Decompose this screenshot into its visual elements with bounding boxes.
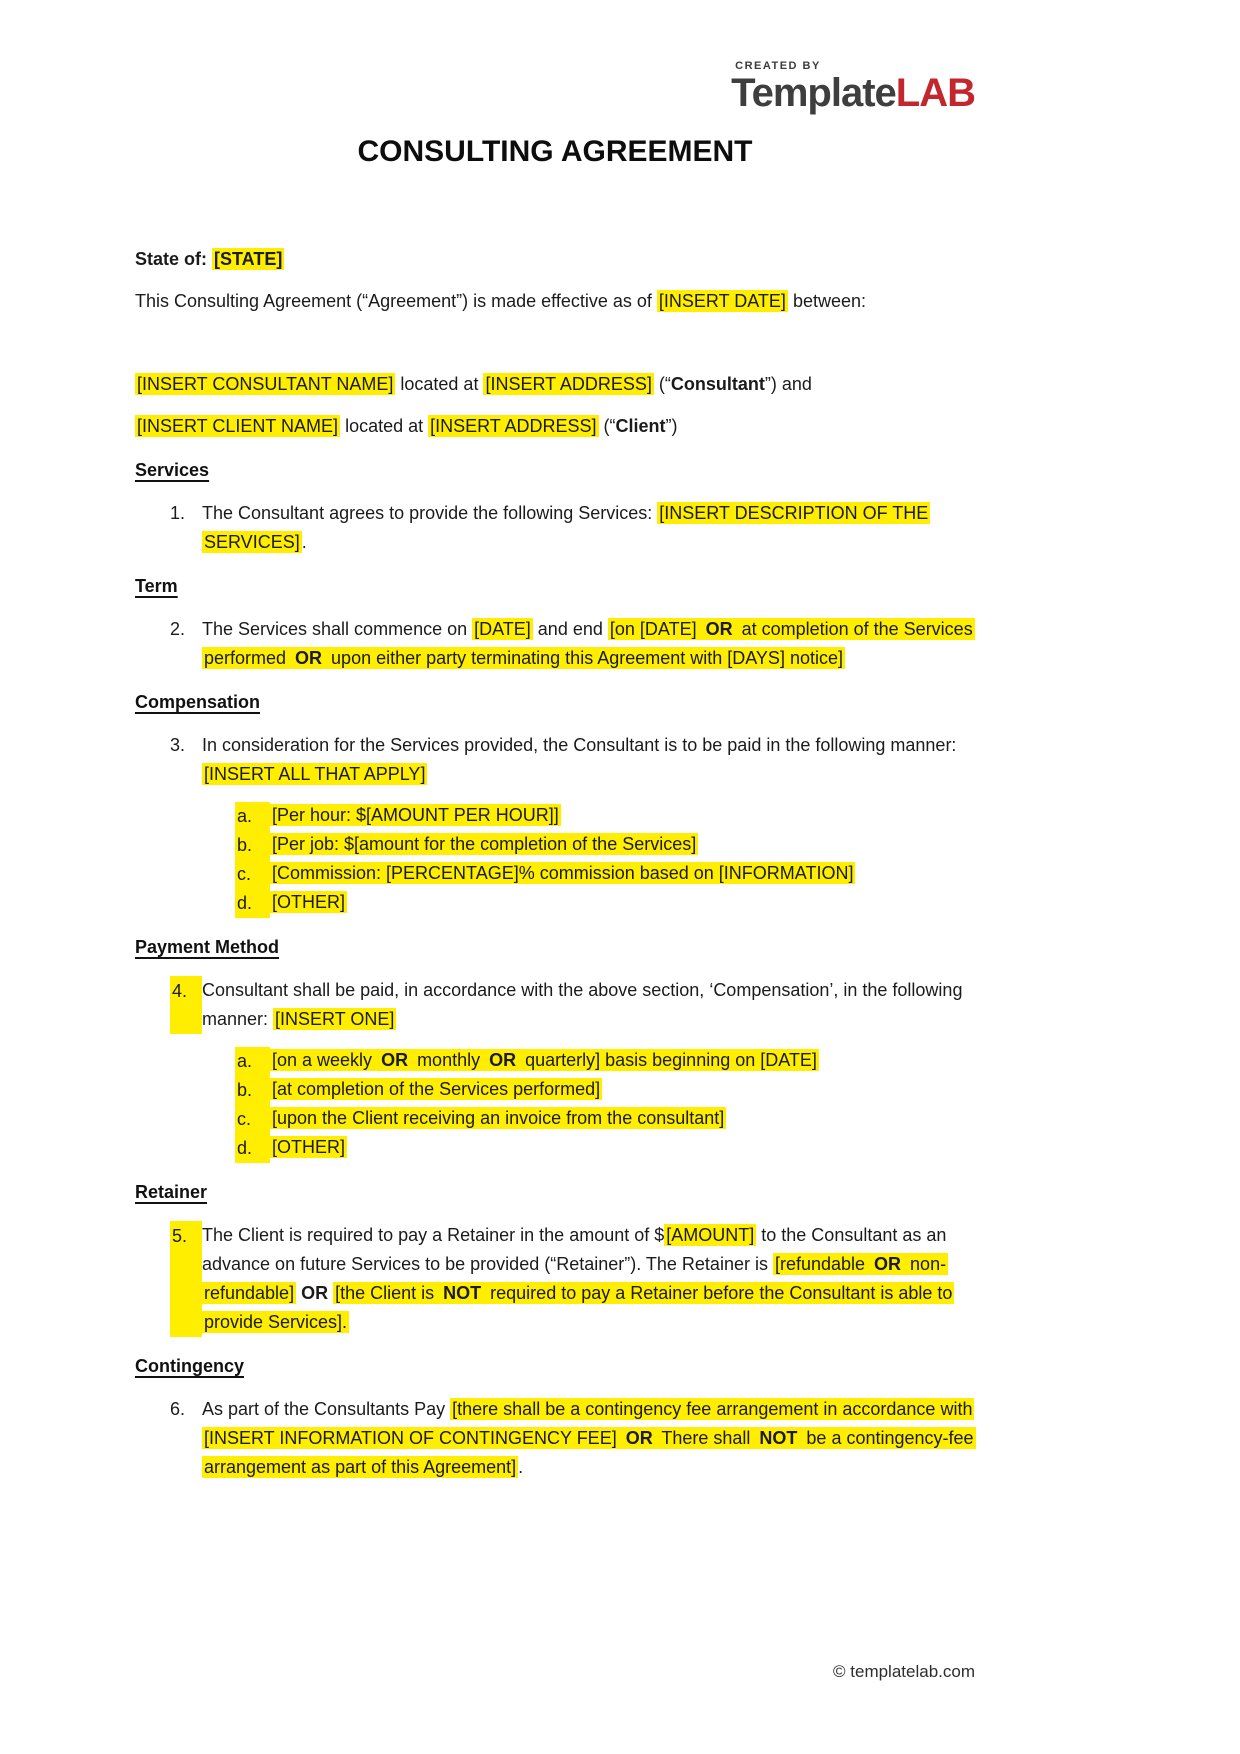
body-text: . bbox=[301, 532, 307, 552]
footer-copyright: © templatelab.com bbox=[833, 1662, 975, 1681]
list-item-text bbox=[202, 615, 975, 673]
section-heading: Retainer bbox=[135, 1182, 208, 1202]
body-text: located at bbox=[395, 374, 484, 394]
body-text: (“ bbox=[598, 416, 616, 436]
spacer bbox=[135, 329, 975, 370]
list-item-text bbox=[202, 1221, 975, 1337]
highlighted-text: required to pay a Retainer before the Consultant is able to provide Services]. bbox=[204, 1283, 953, 1332]
highlighted-text: at completion of the Services performed bbox=[204, 619, 973, 668]
highlighted-text: [INSERT ADDRESS] bbox=[430, 416, 597, 436]
highlighted-text: upon either party terminating this Agreement with [DAYS] notice] bbox=[326, 648, 843, 668]
list-item bbox=[135, 976, 975, 1034]
body-text: Client bbox=[615, 416, 666, 436]
paragraph bbox=[135, 245, 975, 274]
list-item-text bbox=[270, 831, 975, 860]
section-heading: Term bbox=[135, 576, 178, 596]
body-text: In consideration for the Services provided, the Consultant is to be paid in the following manner: bbox=[202, 735, 957, 755]
sub-list-item bbox=[135, 831, 975, 860]
page-title: CONSULTING AGREEMENT bbox=[357, 135, 753, 168]
list-item-text bbox=[202, 731, 975, 789]
list-item-text bbox=[202, 976, 975, 1034]
highlighted-text: [INSERT DATE] bbox=[658, 291, 786, 311]
highlighted-text: be a contingency-fee arrangement as part of this Agreement] bbox=[204, 1428, 974, 1477]
highlighted-text: [INSERT ALL THAT APPLY] bbox=[204, 764, 426, 784]
logo-created-by-text: CREATED BY bbox=[735, 60, 821, 72]
list-marker: 5. bbox=[170, 1221, 202, 1337]
highlighted-text: There shall bbox=[656, 1428, 756, 1448]
body-text: located at bbox=[340, 416, 429, 436]
list-item-text bbox=[202, 1395, 975, 1482]
sub-list-item bbox=[135, 889, 975, 918]
templatelab-logo bbox=[731, 60, 975, 113]
body-text: ”) bbox=[665, 416, 678, 436]
highlighted-text: [at completion of the Services performed] bbox=[272, 1079, 601, 1099]
list-marker: 2. bbox=[170, 619, 186, 639]
sub-list-item bbox=[135, 1047, 975, 1076]
list-marker: a. bbox=[235, 802, 270, 831]
highlighted-text: OR bbox=[295, 648, 323, 668]
highlighted-text: [AMOUNT] bbox=[666, 1225, 755, 1245]
highlighted-text: [INSERT DESCRIPTION OF THE SERVICES] bbox=[204, 503, 929, 552]
list-marker: 4. bbox=[170, 976, 202, 1034]
highlighted-text: [INSERT CLIENT NAME] bbox=[137, 416, 339, 436]
list-marker: 6. bbox=[170, 1399, 186, 1419]
sub-list-item bbox=[135, 1134, 975, 1163]
highlighted-text: quarterly] basis beginning on [DATE] bbox=[520, 1050, 817, 1070]
highlighted-text: [Per hour: $[AMOUNT PER HOUR]] bbox=[272, 805, 559, 825]
highlighted-text: [DATE] bbox=[474, 619, 531, 639]
body-text: State of: bbox=[135, 249, 213, 269]
highlighted-text: OR bbox=[625, 1428, 653, 1448]
highlighted-text: [upon the Client receiving an invoice from the consultant] bbox=[272, 1108, 725, 1128]
section-heading: Contingency bbox=[135, 1356, 245, 1376]
list-item-text bbox=[270, 1076, 975, 1105]
list-marker: c. bbox=[235, 1105, 270, 1134]
body-text: OR bbox=[301, 1283, 329, 1303]
highlighted-text: NOT bbox=[759, 1428, 798, 1448]
highlighted-text: [INSERT ONE] bbox=[275, 1009, 395, 1029]
list-item-text bbox=[270, 1047, 975, 1076]
body-text: to the Consultant as an advance on future Services to be provided (“Retainer”). The Retainer is bbox=[202, 1225, 947, 1274]
list-marker: 3. bbox=[170, 735, 186, 755]
sub-list-item bbox=[135, 1105, 975, 1134]
highlighted-text: [Commission: [PERCENTAGE]% commission based on [INFORMATION] bbox=[272, 863, 854, 883]
list-item bbox=[135, 499, 975, 557]
list-item bbox=[135, 731, 975, 789]
body-text: Consultant bbox=[670, 374, 765, 394]
body-text: The Services shall commence on bbox=[202, 619, 473, 639]
highlighted-text: NOT bbox=[443, 1283, 482, 1303]
highlighted-text: OR bbox=[705, 619, 733, 639]
list-item-text bbox=[270, 860, 975, 889]
highlighted-text: [the Client is bbox=[335, 1283, 440, 1303]
highlighted-text: [there shall be a contingency fee arrangement in accordance with [INSERT INFORMATION OF CONTINGENCY FEE] bbox=[204, 1399, 973, 1448]
list-marker: d. bbox=[235, 1134, 270, 1163]
highlighted-text: non-refundable] bbox=[204, 1254, 947, 1303]
sub-list-item bbox=[135, 802, 975, 831]
body-text: (“ bbox=[653, 374, 671, 394]
highlighted-text: OR bbox=[874, 1254, 902, 1274]
highlighted-text: OR bbox=[489, 1050, 517, 1070]
highlighted-text: [STATE] bbox=[214, 249, 283, 269]
section-heading: Services bbox=[135, 460, 210, 480]
list-item bbox=[135, 1221, 975, 1337]
body-text: This Consulting Agreement (“Agreement”) is made effective as of bbox=[135, 291, 657, 311]
logo-brand-accent: LAB bbox=[895, 71, 975, 115]
list-item-text bbox=[270, 802, 975, 831]
list-marker: 1. bbox=[170, 503, 186, 523]
body-text: The Consultant agrees to provide the following Services: bbox=[202, 503, 658, 523]
paragraph bbox=[135, 287, 975, 316]
brand-header bbox=[0, 0, 1240, 113]
logo-brand-name bbox=[731, 73, 975, 113]
list-marker: c. bbox=[235, 860, 270, 889]
list-marker: a. bbox=[235, 1047, 270, 1076]
body-text: and end bbox=[532, 619, 608, 639]
highlighted-text: [OTHER] bbox=[272, 1137, 346, 1157]
list-marker: d. bbox=[235, 889, 270, 918]
section-heading: Compensation bbox=[135, 692, 261, 712]
list-marker: b. bbox=[235, 831, 270, 860]
highlighted-text: [INSERT ADDRESS] bbox=[485, 374, 652, 394]
highlighted-text: [on [DATE] bbox=[609, 619, 702, 639]
body-text: . bbox=[518, 1457, 524, 1477]
section-heading: Payment Method bbox=[135, 937, 280, 957]
body-text: ”) and bbox=[764, 374, 812, 394]
highlighted-text: [OTHER] bbox=[272, 892, 346, 912]
list-item bbox=[135, 615, 975, 673]
paragraph bbox=[135, 412, 975, 441]
highlighted-text: [on a weekly bbox=[272, 1050, 378, 1070]
list-marker: b. bbox=[235, 1076, 270, 1105]
highlighted-text: [Per job: $[amount for the completion of the Services] bbox=[272, 834, 697, 854]
body-text: As part of the Consultants Pay bbox=[202, 1399, 451, 1419]
highlighted-text: [INSERT CONSULTANT NAME] bbox=[137, 374, 394, 394]
list-item-text bbox=[270, 1134, 975, 1163]
body-text: Consultant shall be paid, in accordance with the above section, ‘Compensation’, in the following manner: bbox=[202, 980, 963, 1029]
logo-brand-primary: Template bbox=[731, 71, 896, 115]
highlighted-text: monthly bbox=[412, 1050, 486, 1070]
sub-list-item bbox=[135, 860, 975, 889]
document-body bbox=[135, 245, 975, 1482]
list-item-text bbox=[202, 499, 975, 557]
sub-list-item bbox=[135, 1076, 975, 1105]
paragraph bbox=[135, 370, 975, 399]
highlighted-text: [refundable bbox=[774, 1254, 871, 1274]
list-item-text bbox=[270, 889, 975, 918]
body-text: between: bbox=[787, 291, 866, 311]
list-item-text bbox=[270, 1105, 975, 1134]
highlighted-text: OR bbox=[381, 1050, 409, 1070]
body-text: The Client is required to pay a Retainer in the amount of $ bbox=[202, 1225, 665, 1245]
list-item bbox=[135, 1395, 975, 1482]
